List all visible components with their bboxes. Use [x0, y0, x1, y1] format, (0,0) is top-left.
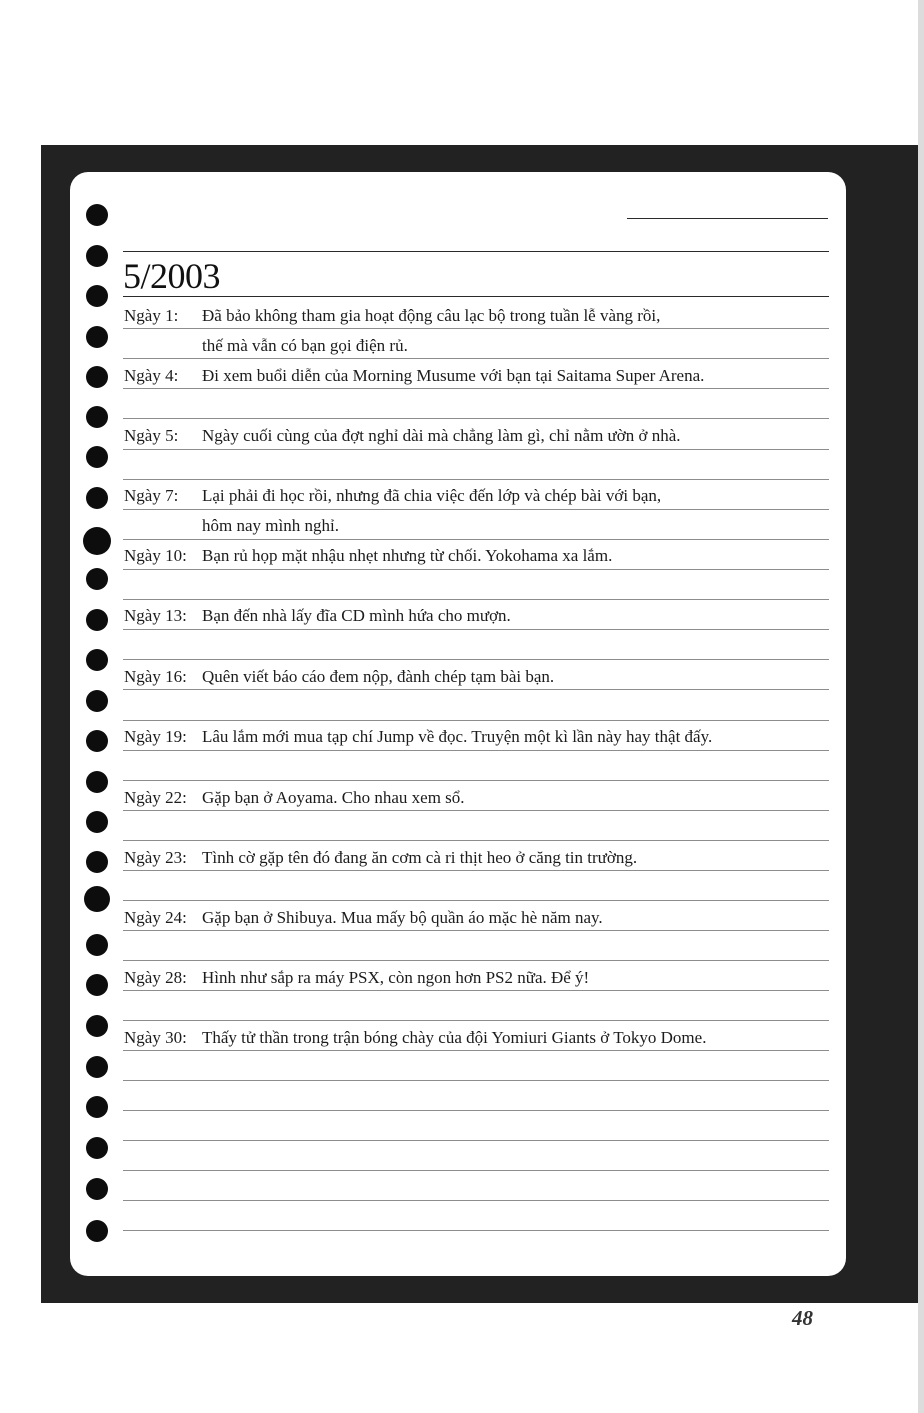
binder-hole [86, 1137, 108, 1159]
entry-day: Ngày 23: [124, 848, 187, 867]
binder-hole [86, 1096, 108, 1118]
entry-text-continued: thế mà vẫn có bạn gọi điện rủ. [202, 336, 408, 355]
entry-text: Lại phải đi học rồi, nhưng đã chia việc đến lớp và chép bài với bạn, [202, 486, 662, 505]
binder-hole [86, 974, 108, 996]
page-edge [918, 0, 924, 1413]
ruled-line [123, 960, 829, 961]
binder-hole [86, 1178, 108, 1200]
ruled-line [123, 296, 829, 297]
ruled-line [123, 1200, 829, 1201]
entry-day: Ngày 7: [124, 486, 179, 505]
binder-hole [84, 886, 110, 912]
binder-hole [86, 326, 108, 348]
ruled-line [123, 629, 829, 630]
entry-text-continued: hôm nay mình nghỉ. [202, 516, 339, 535]
binder-hole [83, 527, 111, 555]
ruled-line [123, 479, 829, 480]
ruled-line [123, 689, 829, 690]
binder-hole [86, 771, 108, 793]
entry-day: Ngày 30: [124, 1028, 187, 1047]
binder-hole [86, 446, 108, 468]
page-number: 48 [792, 1306, 813, 1330]
entry-text: Bạn rủ họp mặt nhậu nhẹt nhưng từ chối. Yokohama xa lắm. [202, 546, 613, 565]
entry-text: Ngày cuối cùng của đợt nghỉ dài mà chẳng làm gì, chỉ nằm ườn ở nhà. [202, 426, 681, 445]
binder-hole [86, 730, 108, 752]
entry-day: Ngày 28: [124, 968, 187, 987]
ruled-line [123, 539, 829, 540]
entry-text: Quên viết báo cáo đem nộp, đành chép tạm bài bạn. [202, 667, 555, 686]
month-heading: 5/2003 [123, 256, 221, 296]
ruled-line [123, 1080, 829, 1081]
binder-hole [86, 690, 108, 712]
entry-day: Ngày 5: [124, 426, 179, 445]
ruled-line [123, 328, 829, 329]
entry-day: Ngày 24: [124, 908, 187, 927]
ruled-line [123, 1020, 829, 1021]
entry-day: Ngày 1: [124, 306, 179, 325]
entry-day: Ngày 19: [124, 727, 187, 746]
entry-day: Ngày 16: [124, 667, 187, 686]
ruled-line [123, 251, 829, 252]
ruled-line [123, 388, 829, 389]
entry-text: Đã bảo không tham gia hoạt động câu lạc bộ trong tuần lễ vàng rồi, [202, 306, 661, 325]
ruled-line [123, 1050, 829, 1051]
entry-text: Lâu lắm mới mua tạp chí Jump về đọc. Truyện một kì lần này hay thật đấy. [202, 727, 713, 746]
ruled-line [123, 930, 829, 931]
binder-hole [86, 406, 108, 428]
ruled-line [123, 1230, 829, 1231]
entry-text: Thấy tử thần trong trận bóng chày của đội Yomiuri Giants ở Tokyo Dome. [202, 1028, 707, 1047]
ruled-line [123, 870, 829, 871]
entry-text: Bạn đến nhà lấy đĩa CD mình hứa cho mượn. [202, 606, 511, 625]
entry-text: Gặp bạn ở Aoyama. Cho nhau xem sổ. [202, 788, 465, 807]
ruled-line [123, 659, 829, 660]
binder-hole [86, 285, 108, 307]
ruled-line [123, 1140, 829, 1141]
entry-day: Ngày 4: [124, 366, 179, 385]
binder-hole [86, 366, 108, 388]
entry-day: Ngày 10: [124, 546, 187, 565]
ruled-line [123, 1170, 829, 1171]
entry-text: Tình cờ gặp tên đó đang ăn cơm cà ri thịt heo ở căng tin trường. [202, 848, 638, 867]
binder-hole [86, 1056, 108, 1078]
binder-hole [86, 851, 108, 873]
ruled-line [123, 509, 829, 510]
ruled-line [123, 990, 829, 991]
ruled-line [123, 840, 829, 841]
ruled-line [123, 599, 829, 600]
entry-text: Hình như sắp ra máy PSX, còn ngon hơn PS2 nữa. Để ý! [202, 968, 590, 987]
entry-day: Ngày 22: [124, 788, 187, 807]
ruled-line [123, 418, 829, 419]
binder-hole [86, 245, 108, 267]
binder-hole [86, 649, 108, 671]
date-line [627, 218, 828, 219]
entry-text: Đi xem buổi diễn của Morning Musume với bạn tại Saitama Super Arena. [202, 366, 705, 385]
ruled-line [123, 358, 829, 359]
binder-hole [86, 204, 108, 226]
entry-text: Gặp bạn ở Shibuya. Mua mấy bộ quần áo mặc hè năm nay. [202, 908, 603, 927]
ruled-line [123, 810, 829, 811]
binder-hole [86, 1220, 108, 1242]
ruled-line [123, 449, 829, 450]
binder-hole [86, 609, 108, 631]
binder-hole [86, 1015, 108, 1037]
ruled-line [123, 750, 829, 751]
binder-hole [86, 568, 108, 590]
binder-hole [86, 487, 108, 509]
binder-hole [86, 934, 108, 956]
binder-hole [86, 811, 108, 833]
entry-day: Ngày 13: [124, 606, 187, 625]
ruled-line [123, 900, 829, 901]
ruled-line [123, 720, 829, 721]
ruled-line [123, 780, 829, 781]
ruled-line [123, 1110, 829, 1111]
ruled-line [123, 569, 829, 570]
